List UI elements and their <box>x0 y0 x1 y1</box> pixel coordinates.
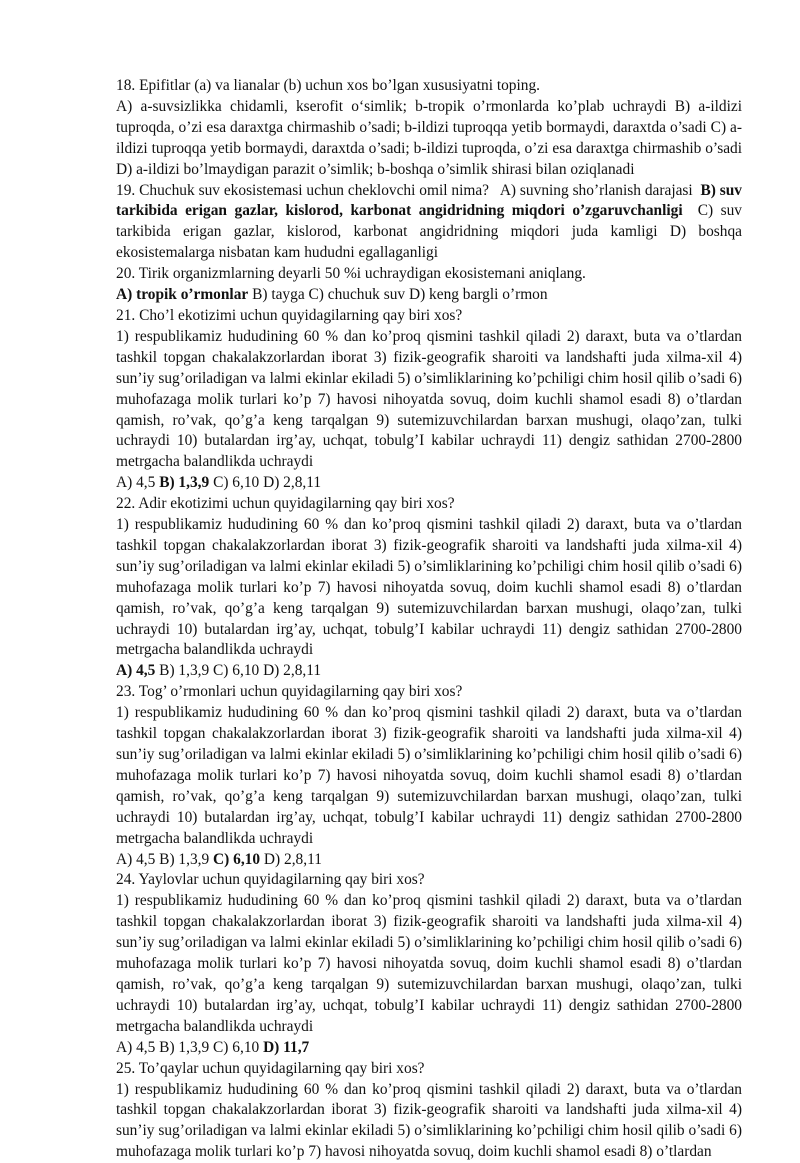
question-text: 24. Yaylovlar uchun quyidagilarning qay biri xos? <box>116 870 742 891</box>
answer-options: A) 4,5 B) 1,3,9 C) 6,10 D) 11,7 <box>116 1038 742 1059</box>
statement-list: 1) respublikamiz hududining 60 % dan ko’proq qismini tashkil qiladi 2) daraxt, buta va o’tlardan tashkil topgan chakalakzorlardan iborat 3) fizik-geografik sharoiti va landshafti juda xilma-xil 4) sun’iy sug’oriladigan va lalmi ekinlar ekiladi 5) o’simliklarining ko’pchiligi chim hosil qilib o’sadi 6) muhofazaga molik turlari ko’p 7) havosi nihoyatda sovuq, doim kuchli shamol esadi 8) o’tlardan qamish, ro’vak, qo’g’a keng tarqalgan 9) sutemizuvchilardan barxan mushugi, olaqo’zan, tulki uchraydi 10) butalardan irg’ay, uchqat, tobulg’I kabilar uchraydi 11) dengiz sathidan 2700-2800 metrgacha balandlikda uchraydi <box>116 327 742 473</box>
question-18 <box>116 76 742 181</box>
answer-options: A) a-suvsizlikka chidamli, kserofit o‘simlik; b-tropik o’rmonlarda ko’plab uchraydi B) a-ildizi tuproqda, o’zi esa daraxtga chirmashib o’sadi; b-ildizi tuproqqa yetib bormaydi, daraxtda o’sadi C) a- ildizi tuproqqa yetib bormaydi, daraxtda o’sadi; b-ildizi tuproqda, o’zi esa daraxtga chirmashib o’sadi D) a-ildizi bo’lmaydigan parazit o’simlik; b-boshqa o’simlik shirasi bilan oziqlanadi <box>116 98 742 178</box>
question-text: 20. Tirik organizmlarning deyarli 50 %i uchraydigan ekosistemani aniqlang. <box>116 264 742 285</box>
question-text: 23. Tog’ o’rmonlari uchun quyidagilarning qay biri xos? <box>116 682 742 703</box>
question-22 <box>116 494 742 682</box>
statement-list: 1) respublikamiz hududining 60 % dan ko’proq qismini tashkil qiladi 2) daraxt, buta va o’tlardan tashkil topgan chakalakzorlardan iborat 3) fizik-geografik sharoiti va landshafti juda xilma-xil 4) sun’iy sug’oriladigan va lalmi ekinlar ekiladi 5) o’simliklarining ko’pchiligi chim hosil qilib o’sadi 6) muhofazaga molik turlari ko’p 7) havosi nihoyatda sovuq, doim kuchli shamol esadi 8) o’tlardan <box>116 1080 742 1163</box>
correct-answer: C) 6,10 <box>213 851 260 868</box>
question-text: 22. Adir ekotizimi uchun quyidagilarning qay biri xos? <box>116 494 742 515</box>
question-text: 25. To’qaylar uchun quyidagilarning qay biri xos? <box>116 1059 742 1080</box>
statement-list: 1) respublikamiz hududining 60 % dan ko’proq qismini tashkil qiladi 2) daraxt, buta va o’tlardan tashkil topgan chakalakzorlardan iborat 3) fizik-geografik sharoiti va landshafti juda xilma-xil 4) sun’iy sug’oriladigan va lalmi ekinlar ekiladi 5) o’simliklarining ko’pchiligi chim hosil qilib o’sadi 6) muhofazaga molik turlari ko’p 7) havosi nihoyatda sovuq, doim kuchli shamol esadi 8) o’tlardan qamish, ro’vak, qo’g’a keng tarqalgan 9) sutemizuvchilardan barxan mushugi, olaqo’zan, tulki uchraydi 10) butalardan irg’ay, uchqat, tobulg’I kabilar uchraydi 11) dengiz sathidan 2700-2800 metrgacha balandlikda uchraydi <box>116 703 742 849</box>
question-19 <box>116 181 742 265</box>
statement-list: 1) respublikamiz hududining 60 % dan ko’proq qismini tashkil qiladi 2) daraxt, buta va o’tlardan tashkil topgan chakalakzorlardan iborat 3) fizik-geografik sharoiti va landshafti juda xilma-xil 4) sun’iy sug’oriladigan va lalmi ekinlar ekiladi 5) o’simliklarining ko’pchiligi chim hosil qilib o’sadi 6) muhofazaga molik turlari ko’p 7) havosi nihoyatda sovuq, doim kuchli shamol esadi 8) o’tlardan qamish, ro’vak, qo’g’a keng tarqalgan 9) sutemizuvchilardan barxan mushugi, olaqo’zan, tulki uchraydi 10) butalardan irg’ay, uchqat, tobulg’I kabilar uchraydi 11) dengiz sathidan 2700-2800 metrgacha balandlikda uchraydi <box>116 891 742 1037</box>
correct-answer: A) tropik o’rmonlar <box>116 286 248 303</box>
answer-options-cd: C) suv tarkibida erigan gazlar, kislorod, karbonat angidridning miqdori juda kamligi D) boshqa ekosistemalarga nisbatan kam hududni egallaganligi <box>116 202 742 261</box>
correct-answer: D) 11,7 <box>263 1039 309 1056</box>
question-21 <box>116 306 742 494</box>
question-text: 21. Cho’l ekotizimi uchun quyidagilarning qay biri xos? <box>116 306 742 327</box>
question-23 <box>116 682 742 870</box>
correct-answer: B) suv tarkibida erigan gazlar, kislorod, karbonat angidridning miqdori o’zgaruvchanligi <box>116 182 742 220</box>
statement-list: 1) respublikamiz hududining 60 % dan ko’proq qismini tashkil qiladi 2) daraxt, buta va o’tlardan tashkil topgan chakalakzorlardan iborat 3) fizik-geografik sharoiti va landshafti juda xilma-xil 4) sun’iy sug’oriladigan va lalmi ekinlar ekiladi 5) o’simliklarining ko’pchiligi chim hosil qilib o’sadi 6) muhofazaga molik turlari ko’p 7) havosi nihoyatda sovuq, doim kuchli shamol esadi 8) o’tlardan qamish, ro’vak, qo’g’a keng tarqalgan 9) sutemizuvchilardan barxan mushugi, olaqo’zan, tulki uchraydi 10) butalardan irg’ay, uchqat, tobulg’I kabilar uchraydi 11) dengiz sathidan 2700-2800 metrgacha balandlikda uchraydi <box>116 515 742 661</box>
answer-option-a: A) suvning sho’rlanish darajasi <box>500 182 693 199</box>
question-24 <box>116 870 742 1058</box>
answer-options: A) 4,5 B) 1,3,9 C) 6,10 D) 2,8,11 <box>116 850 742 871</box>
answer-options: B) tayga C) chuchuk suv D) keng bargli o’rmon <box>248 286 547 303</box>
correct-answer: B) 1,3,9 <box>159 474 209 491</box>
question-text: 18. Epifitlar (a) va lianalar (b) uchun xos bo’lgan xususiyatni toping. <box>116 76 742 97</box>
question-text: 19. Chuchuk suv ekosistemasi uchun cheklovchi omil nima? <box>116 182 489 199</box>
question-20 <box>116 264 742 306</box>
question-25 <box>116 1059 742 1163</box>
answer-options: A) 4,5 B) 1,3,9 C) 6,10 D) 2,8,11 <box>116 473 742 494</box>
answer-options: A) 4,5 B) 1,3,9 C) 6,10 D) 2,8,11 <box>116 661 742 682</box>
correct-answer: A) 4,5 <box>116 662 155 679</box>
